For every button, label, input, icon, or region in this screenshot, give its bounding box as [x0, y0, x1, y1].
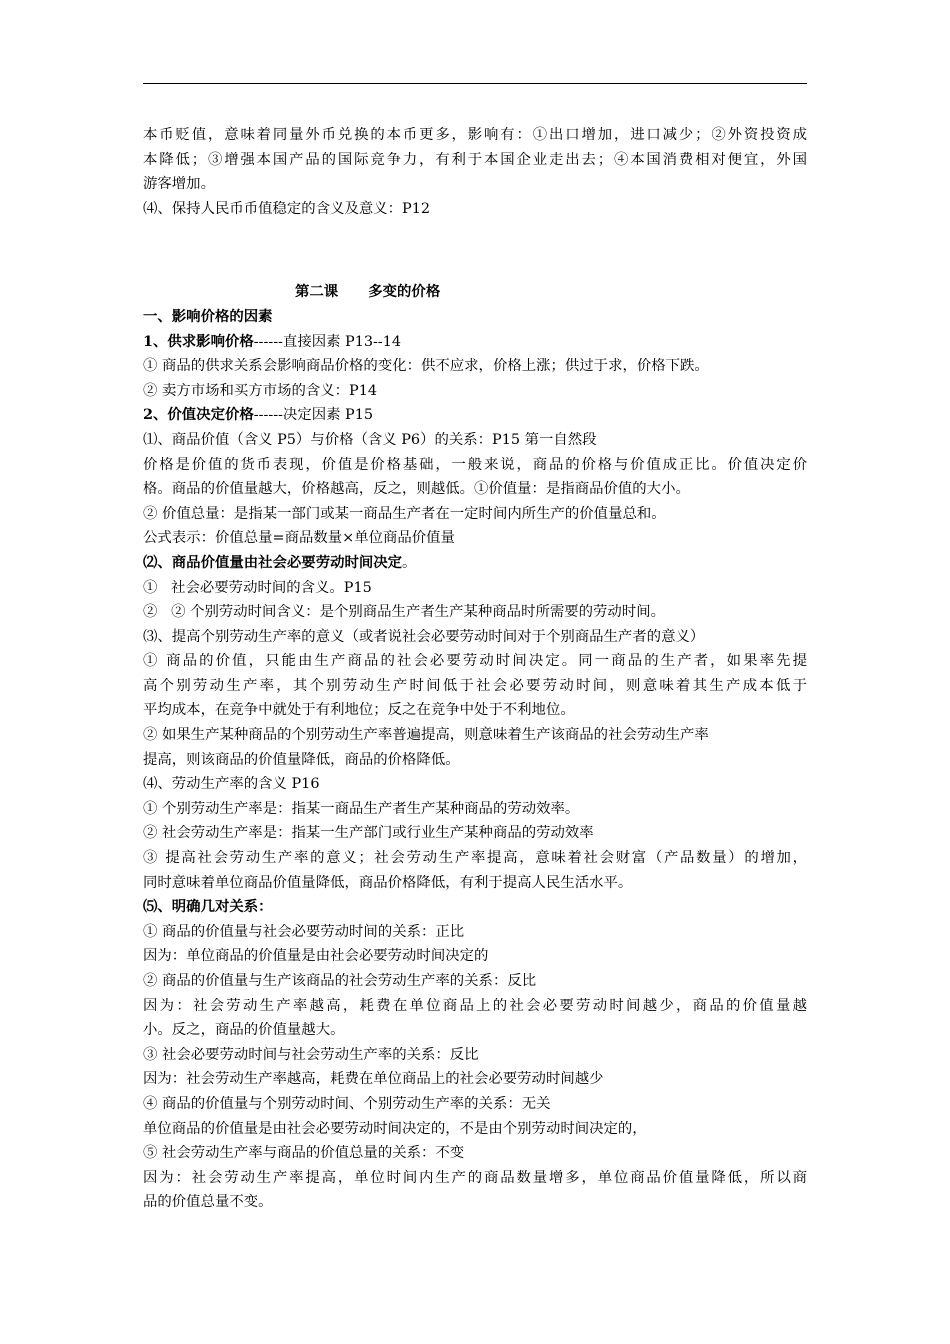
- item-heading: ⑸、明确几对关系：: [143, 898, 273, 916]
- spacer: [143, 221, 807, 280]
- item-detail: ------直接因素 P13--14: [253, 333, 402, 350]
- lesson-number: 第二课: [295, 283, 339, 301]
- lesson-title: [143, 280, 807, 305]
- item-heading: [143, 403, 807, 428]
- paragraph-line: ② 商品的价值量与生产该商品的社会劳动生产率的关系：反比: [143, 973, 537, 989]
- item-heading: [143, 330, 807, 355]
- document-body: [143, 123, 807, 1215]
- paragraph-line: ① 社会必要劳动时间的含义。P15: [143, 579, 372, 596]
- paragraph-line: ⑴、商品价值（含义 P5）与价格（含义 P6）的关系：P15 第一自然段: [143, 431, 597, 448]
- paragraph-line: ① 个别劳动生产率是：指某一商品生产者生产某种商品的劳动效率。: [143, 800, 580, 817]
- header-rule: [143, 83, 807, 84]
- paragraph-line: 品的价值总量不变。: [143, 1194, 273, 1211]
- paragraph-line: 因为：单位商品的价值量是由社会必要劳动时间决定的: [143, 948, 489, 965]
- paragraph-line: ② 卖方市场和买方市场的含义：P14: [143, 382, 378, 399]
- paragraph-line: 本币贬值，意味着同量外币兑换的本币更多，影响有：①出口增加，进口减少；②外资投资成: [143, 127, 807, 143]
- paragraph-line: ② 如果生产某种商品的个别劳动生产率普遍提高，则意味着生产该商品的社会劳动生产率: [143, 727, 709, 744]
- item-label: 1、供求影响价格: [143, 332, 254, 350]
- paragraph-line: ③ 提高社会劳动生产率的意义；社会劳动生产率提高，意味着社会财富（产品数量）的增加，: [143, 850, 807, 867]
- paragraph-line: 因为：社会劳动生产率提高，单位时间内生产的商品数量增多，单位商品价值量降低，所以商: [143, 1169, 807, 1186]
- item-detail: ------决定因素 P15: [253, 407, 374, 424]
- item-detail: 。: [402, 554, 417, 571]
- paragraph-line: 游客增加。: [143, 176, 215, 193]
- paragraph-line: ⑷、劳动生产率的含义 P16: [143, 776, 320, 793]
- paragraph-line: 单位商品的价值量是由社会必要劳动时间决定的，不是由个别劳动时间决定的，: [143, 1120, 647, 1137]
- paragraph-line: 小。反之，商品的价值量越大。: [143, 1022, 345, 1039]
- paragraph-line: ① 商品的价值量与社会必要劳动时间的关系：正比: [143, 923, 465, 940]
- item-label: ⑵、商品价值量由社会必要劳动时间决定: [143, 553, 403, 571]
- paragraph-line: ③ 社会必要劳动时间与社会劳动生产率的关系：反比: [143, 1046, 479, 1063]
- paragraph-line: ① 商品的价值，只能由生产商品的社会必要劳动时间决定。同一商品的生产者，如果率先提: [143, 653, 807, 670]
- section-heading: 一、影响价格的因素: [143, 307, 273, 325]
- paragraph-line: ① 商品的供求关系会影响商品价格的变化：供不应求，价格上涨；供过于求，价格下跌。: [143, 358, 709, 375]
- paragraph-line: 因为：社会劳动生产率越高，耗费在单位商品上的社会必要劳动时间越少，商品的价值量越: [143, 997, 807, 1014]
- paragraph-line: 因为：社会劳动生产率越高，耗费在单位商品上的社会必要劳动时间越少: [143, 1071, 604, 1088]
- paragraph-line: 同时意味着单位商品价值量降低，商品价格降低，有利于提高人民生活水平。: [143, 874, 633, 891]
- paragraph-line: 本降低；③增强本国产品的国际竞争力，有利于本国企业走出去；④本国消费相对便宜，外国: [143, 151, 807, 168]
- paragraph-line: 格。商品的价值量越大，价格越高，反之，则越低。①价值量：是指商品价值的大小。: [143, 481, 690, 498]
- paragraph-line: 提高，则该商品的价值量降低，商品的价格降低。: [143, 751, 460, 768]
- paragraph-line: ④ 商品的价值量与个别劳动时间、个别劳动生产率的关系：无关: [143, 1095, 551, 1112]
- paragraph-line: 平均成本，在竞争中就处于有利地位；反之在竞争中处于不利地位。: [143, 702, 575, 719]
- paragraph-line: ② ② 个别劳动时间含义：是个别商品生产者生产某种商品时所需要的劳动时间。: [143, 604, 665, 621]
- paragraph-line: 价格是价值的货币表现，价值是价格基础，一般来说，商品的价格与价值成正比。价值决定价: [143, 456, 807, 473]
- paragraph-line: 高个别劳动生产率，其个别劳动生产时间低于社会必要劳动时间，则意味着其生产成本低于: [143, 677, 807, 694]
- paragraph-line: ⑷、保持人民币币值稳定的含义及意义：P12: [143, 200, 431, 217]
- lesson-subtitle: 多变的价格: [368, 283, 441, 301]
- paragraph-line: ② 价值总量：是指某一部门或某一商品生产者在一定时间内所生产的价值量总和。: [143, 505, 666, 522]
- item-label: 2、价值决定价格: [143, 406, 254, 424]
- paragraph-line: ⑶、提高个别劳动生产率的意义（或者说社会必要劳动时间对于个别商品生产者的意义）: [143, 628, 705, 645]
- item-heading: [143, 551, 807, 576]
- paragraph-line: ⑤ 社会劳动生产率与商品的价值总量的关系：不变: [143, 1145, 465, 1162]
- paragraph-line: ② 社会劳动生产率是：指某一生产部门或行业生产某种商品的劳动效率: [143, 825, 594, 842]
- formula-line: 公式表示：价值总量=商品数量×单位商品价值量: [143, 530, 455, 547]
